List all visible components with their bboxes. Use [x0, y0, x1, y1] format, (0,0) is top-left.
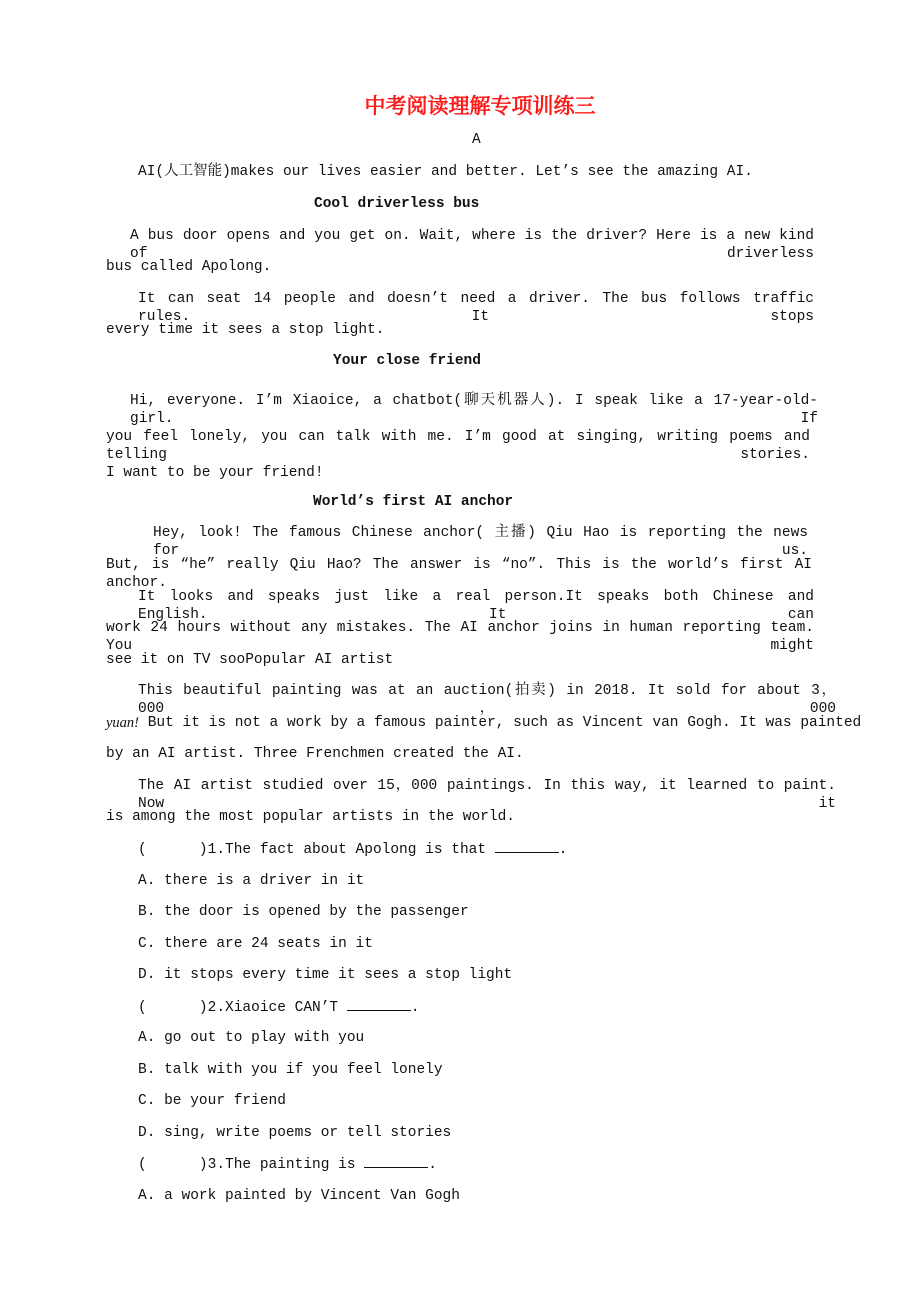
heading-close-friend: Your close friend: [333, 353, 481, 369]
paragraph-line: [106, 714, 862, 732]
question-1: [138, 840, 567, 859]
answer-blank: [347, 998, 411, 1011]
question-end: .: [410, 1000, 420, 1016]
option-1a: A. there is a driver in it: [138, 873, 365, 889]
paragraph-line: This beautiful painting was at an auction(拍卖) in 2018. It sold for about 3，000，000: [138, 683, 836, 717]
question-end: .: [558, 842, 568, 858]
paragraph-line: see it on TV sooPopular AI artist: [106, 652, 394, 668]
heading-driverless-bus: Cool driverless bus: [314, 196, 480, 212]
paragraph-line: every time it sees a stop light.: [106, 322, 385, 338]
answer-blank: [364, 1155, 428, 1168]
option-1d: D. it stops every time it sees a stop light: [138, 967, 513, 983]
option-1c: C. there are 24 seats in it: [138, 936, 373, 952]
italic-word: yuan!: [106, 715, 140, 731]
option-2c: C. be your friend: [138, 1093, 286, 1109]
paragraph-line: It looks and speaks just like a real person.It speaks both Chinese and English. It can: [138, 589, 814, 623]
question-3: [138, 1155, 437, 1174]
option-2d: D. sing, write poems or tell stories: [138, 1125, 452, 1141]
paragraph-line: I want to be your friend!: [106, 465, 324, 481]
heading-ai-anchor: World’s first AI anchor: [313, 494, 514, 510]
paragraph-line: The AI artist studied over 15，000 paintings. In this way, it learned to paint. Now it: [138, 778, 836, 812]
section-label: A: [472, 132, 481, 148]
paragraph-line: you feel lonely, you can talk with me. I’m good at singing, writing poems and telling stories.: [106, 429, 810, 463]
line-rest: But it is not a work by a famous painter, such as Vincent van Gogh. It was painted: [139, 715, 862, 731]
paragraph-line: Hey, look! The famous Chinese anchor( 主播) Qiu Hao is reporting the news for us.: [153, 525, 808, 559]
option-1b: B. the door is opened by the passenger: [138, 904, 469, 920]
paragraph-line: bus called Apolong.: [106, 259, 272, 275]
option-2b: B. talk with you if you feel lonely: [138, 1062, 443, 1078]
intro-text: AI(人工智能)makes our lives easier and better. Let’s see the amazing AI.: [138, 164, 753, 180]
paragraph-line: It can seat 14 people and doesn’t need a driver. The bus follows traffic rules. It stops: [138, 291, 814, 325]
paragraph-line: A bus door opens and you get on. Wait, where is the driver? Here is a new kind of driverless: [130, 228, 814, 262]
question-end: .: [428, 1157, 437, 1173]
question-stem: ( )3.The painting is: [138, 1157, 365, 1173]
paragraph-line: work 24 hours without any mistakes. The AI anchor joins in human reporting team. You might: [106, 620, 814, 654]
answer-blank: [495, 840, 559, 853]
question-stem: ( )1.The fact about Apolong is that: [138, 842, 495, 858]
paragraph-line: by an AI artist. Three Frenchmen created the AI.: [106, 746, 524, 762]
question-stem: ( )2.Xiaoice CAN’T: [138, 1000, 347, 1016]
option-3a: A. a work painted by Vincent Van Gogh: [138, 1188, 460, 1204]
option-2a: A. go out to play with you: [138, 1030, 365, 1046]
paragraph-line: Hi, everyone. I’m Xiaoice, a chatbot(聊天机器人). I speak like a 17-year-old-girl. If: [130, 393, 818, 427]
question-2: [138, 998, 420, 1017]
page-title: 中考阅读理解专项训练三: [364, 93, 596, 118]
paragraph-line: But, is “he” really Qiu Hao? The answer is “no”. This is the world’s first AI anchor.: [106, 557, 812, 591]
paragraph-line: is among the most popular artists in the world.: [106, 809, 515, 825]
